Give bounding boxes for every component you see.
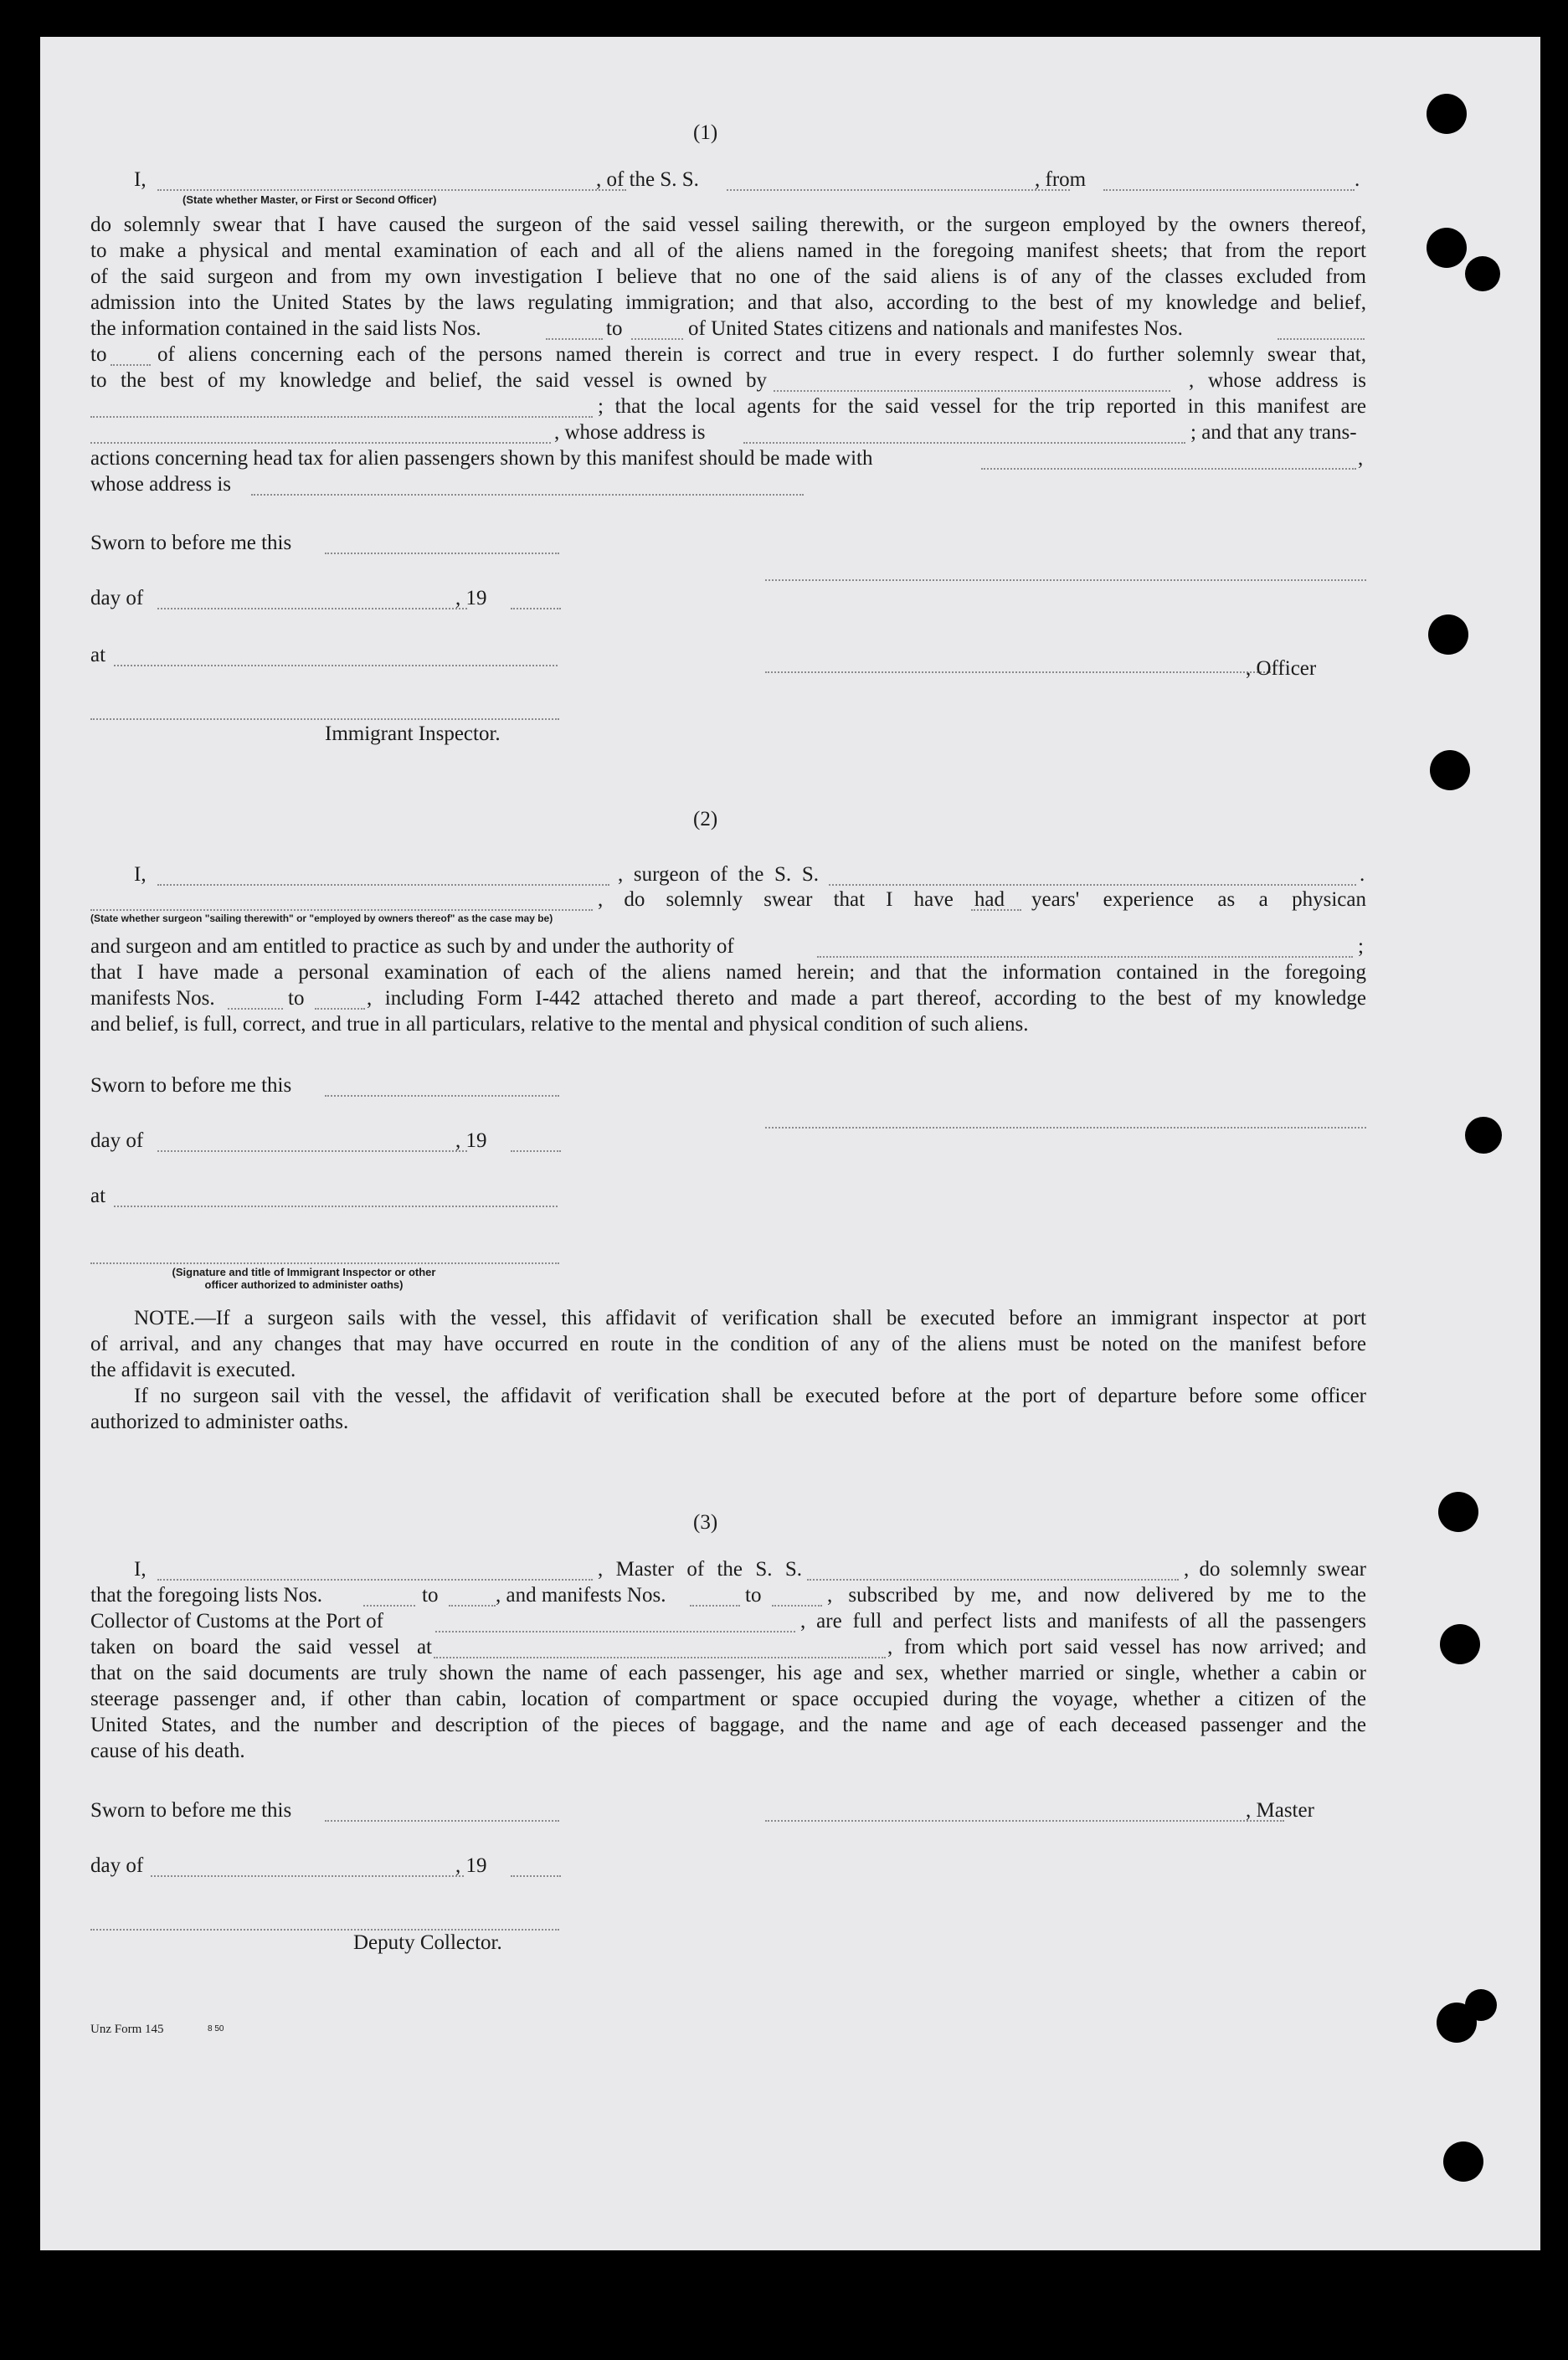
year-label: , 19 (455, 1854, 487, 1877)
manifests-to-blank (111, 364, 151, 366)
manifests-to-blank (315, 1008, 365, 1010)
form-page (40, 37, 1540, 2250)
at-label: at (90, 644, 106, 666)
signature-note (124, 1266, 484, 1291)
note-line: of arrival, and any changes that may have occurred en route in the condition of any of the aliens must be noted on the manifest before (90, 1333, 1366, 1355)
officer-rank-note: (State whether Master, or First or Second Officer) (183, 193, 437, 206)
body-line: , from which port said vessel has now arrived; and (887, 1636, 1366, 1658)
note-line: If no surgeon sail vith the vessel, the affidavit of verification shall be executed before at the port of departure before some officer (134, 1385, 1366, 1407)
section-2-number: (2) (693, 808, 718, 830)
owner-label: to the best of my knowledge and belief, the said vessel is owned by (90, 369, 767, 392)
punch-hole (1427, 94, 1467, 134)
lists-to-blank (449, 1605, 496, 1607)
body-line: do solemnly swear that I have caused the surgeon of the said vessel sailing therewith, or the surgeon employed by the owners thereof, (90, 213, 1366, 236)
inspector-signature-line (90, 718, 559, 720)
punch-hole (1440, 1624, 1480, 1664)
transactions-label: ; and that any trans- (1190, 421, 1357, 444)
master-of-label: , Master of the S. S. (598, 1558, 802, 1581)
year-blank (511, 608, 561, 609)
manifests-to-label: to (288, 987, 305, 1010)
form-id: Unz Form 145 (90, 2023, 164, 2036)
officer-label: , Officer (1246, 657, 1317, 680)
sworn-label: Sworn to before me this (90, 532, 292, 554)
body-line: steerage passenger and, if other than cabin, location of compartment or space occupied during the voyage, whether a citizen of the (90, 1688, 1366, 1710)
swear-label: , do solemnly swear (1184, 1558, 1366, 1581)
sworn-label: Sworn to before me this (90, 1074, 292, 1097)
inspector-signature-line (90, 1262, 559, 1264)
body-line: and belief, is full, correct, and true in all particulars, relative to the mental and physical condition of such aliens. (90, 1013, 1029, 1036)
signature-note-line: (Signature and title of Immigrant Inspector or other (172, 1266, 436, 1278)
body-line: United States, and the number and description of the pieces of baggage, and the name and age of each deceased passenger and the (90, 1714, 1366, 1736)
at-label: at (90, 1185, 106, 1207)
sworn-blank (325, 553, 559, 554)
punch-hole (1443, 2141, 1483, 2182)
manifests-label: , and manifests Nos. (496, 1584, 666, 1607)
body-line: , are full and perfect lists and manifests of all the passengers (800, 1610, 1366, 1632)
lists-to-label: to (422, 1584, 439, 1607)
line-end-period: . (1355, 168, 1360, 191)
body-line: , subscribed by me, and now delivered by me to the (827, 1584, 1366, 1607)
of-ship-label: , of the S. S. (596, 168, 699, 191)
whose-address-blank (251, 494, 804, 496)
from-port-blank (1103, 189, 1355, 191)
signature-line (765, 1127, 1366, 1129)
body-line: of the said surgeon and from my own investigation I believe that no one of the said aliens is of any of the classes excluded from (90, 265, 1366, 288)
lists-to-blank (631, 338, 683, 340)
line-end-period: . (1360, 863, 1365, 886)
master-signature-blank (765, 1820, 1284, 1822)
line-end-semicolon: ; (1358, 935, 1364, 958)
note-line: authorized to administer oaths. (90, 1411, 349, 1433)
agents-address-blank (743, 442, 1185, 444)
to-label: to (90, 343, 107, 366)
lists-label: the information contained in the said lists Nos. (90, 317, 481, 340)
head-tax-blank (981, 468, 1356, 470)
lists-to-label: to (606, 317, 623, 340)
ship-name-blank (727, 189, 1070, 191)
from-label: , from (1035, 168, 1087, 191)
agents-label: ; that the local agents for the said vessel for the trip reported in this manifest are (598, 395, 1366, 418)
punch-hole (1438, 1492, 1478, 1532)
year-blank (511, 1150, 561, 1152)
years-label: years' experience as a physican (1031, 888, 1366, 911)
sworn-label: Sworn to before me this (90, 1799, 292, 1822)
surgeon-status-blank (90, 909, 593, 911)
punch-hole (1465, 1117, 1502, 1154)
officer-name-blank (157, 189, 626, 191)
sworn-blank (325, 1095, 559, 1097)
punch-hole (1428, 614, 1468, 655)
head-tax-label: actions concerning head tax for alien passengers shown by this manifest should be made with (90, 447, 873, 470)
note-line: the affidavit is executed. (90, 1359, 296, 1381)
day-of-blank (157, 1150, 467, 1152)
authority-blank (817, 956, 1353, 958)
signature-note-line: officer authorized to administer oaths) (204, 1278, 404, 1291)
owner-blank (774, 390, 1170, 392)
form-edition: 8 50 (208, 2024, 224, 2034)
manifests-from-blank (690, 1605, 740, 1607)
collector-label: Collector of Customs at the Port of (90, 1610, 383, 1632)
surgeon-status-note: (State whether surgeon "sailing therewith" or "employed by owners thereof" as the case may be) (90, 913, 553, 924)
day-of-label: day of (90, 587, 144, 609)
signature-line (765, 579, 1366, 581)
body-line: to make a physical and mental examination of each and all of the aliens named in the foregoing manifest sheets; that from the report (90, 239, 1366, 262)
departure-port-blank (434, 1657, 886, 1658)
whose-address-label: whose address is (90, 473, 232, 496)
manifests-label: of United States citizens and nationals and manifestes Nos. (688, 317, 1183, 340)
agents-blank (90, 442, 551, 444)
body-line: that on the said documents are truly shown the name of each passenger, his age and sex, whether married or single, whether a cabin or (90, 1662, 1366, 1684)
master-ship-blank (807, 1579, 1179, 1581)
declarant-label: I, (134, 168, 147, 191)
agents-address-label: , whose address is (554, 421, 706, 444)
manifests-to-blank (772, 1605, 822, 1607)
at-blank (114, 665, 558, 666)
manifests-label: manifests Nos. (90, 987, 215, 1010)
year-label: , 19 (455, 1129, 487, 1152)
line-end-comma: , (1358, 447, 1364, 470)
manifests-blank (1278, 338, 1365, 340)
body-line: admission into the United States by the laws regulating immigration; and that also, according to the best of my knowledge and belief, (90, 291, 1366, 314)
day-of-label: day of (90, 1129, 144, 1152)
at-blank (114, 1206, 558, 1207)
manifests-from-blank (228, 1008, 283, 1010)
surgeon-of-label: , surgeon of the S. S. (618, 863, 819, 886)
body-line: that I have made a personal examination of each of the aliens named herein; and that the information contained in the foregoing (90, 961, 1366, 984)
swear-label: , do solemnly swear that I have had (598, 888, 1005, 911)
lists-from-blank (546, 338, 603, 340)
punch-hole (1430, 750, 1470, 790)
sworn-blank (325, 1820, 559, 1822)
authority-label: and surgeon and am entitled to practice as such by and under the authority of (90, 935, 734, 958)
taken-label: taken on board the said vessel at (90, 1636, 432, 1658)
deputy-label: Deputy Collector. (353, 1931, 502, 1954)
body-line: of aliens concerning each of the persons named therein is correct and true in every respect. I do further solemnly swear that, (157, 343, 1366, 366)
body-line: , including Form I-442 attached thereto and made a part thereof, according to the best of my knowledge (367, 987, 1366, 1010)
declarant-label: I, (134, 1558, 147, 1581)
years-blank (971, 909, 1021, 911)
day-of-label: day of (90, 1854, 144, 1877)
owner-address-blank (90, 416, 593, 418)
year-label: , 19 (455, 587, 487, 609)
manifests-to-label: to (745, 1584, 762, 1607)
body-line: cause of his death. (90, 1740, 245, 1762)
section-3-number: (3) (693, 1511, 718, 1534)
declarant-label: I, (134, 863, 147, 886)
year-blank (511, 1875, 561, 1877)
punch-hole (1465, 1989, 1497, 2021)
lists-label: that the foregoing lists Nos. (90, 1584, 323, 1607)
surgeon-name-blank (157, 884, 609, 886)
master-name-blank (157, 1579, 593, 1581)
port-blank (435, 1631, 795, 1632)
surgeon-ship-blank (829, 884, 1356, 886)
day-of-blank (151, 1875, 464, 1877)
lists-from-blank (363, 1605, 415, 1607)
note-line: NOTE.—If a surgeon sails with the vessel, this affidavit of verification shall be executed before an immigrant inspector at port (134, 1307, 1366, 1329)
master-label: , Master (1246, 1799, 1314, 1822)
officer-blank (765, 671, 1271, 673)
section-1-number: (1) (693, 121, 718, 144)
day-of-blank (157, 608, 467, 609)
punch-hole (1465, 256, 1500, 291)
owner-address-label: , whose address is (1189, 369, 1366, 392)
punch-hole (1427, 228, 1467, 268)
inspector-label: Immigrant Inspector. (325, 722, 501, 745)
